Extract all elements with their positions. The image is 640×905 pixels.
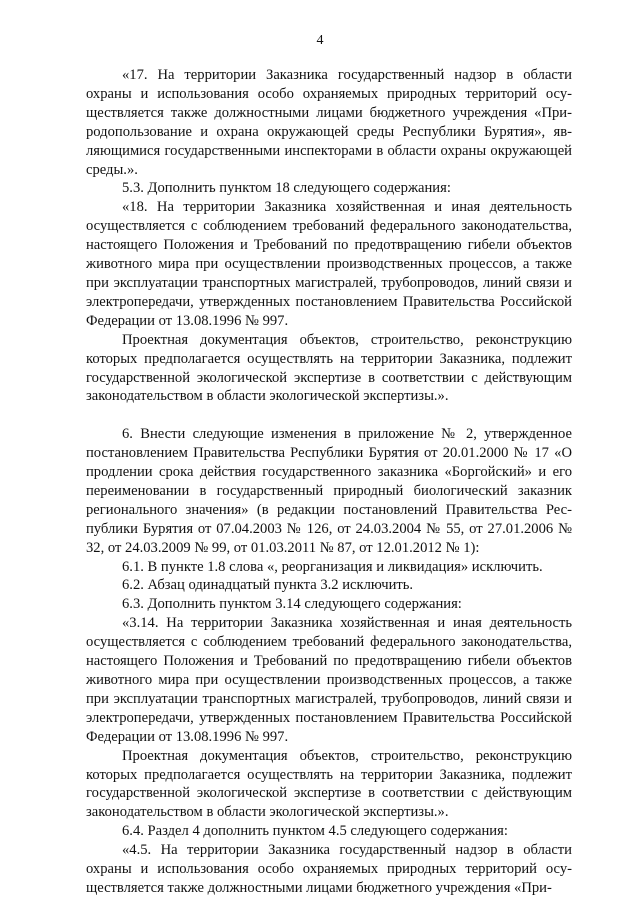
paragraph-project-documentation-2: Проектная документация объектов, строительство, реконструкцию которых предполагается осуществлять на территории Заказника, подлежит государственной экологической экспертизе в соответствии с действующим законодательством в области экологической экспертизы.». [86, 747, 572, 821]
paragraph-6-1: 6.1. В пункте 1.8 слова «, реорганизация и ликвидация» исключить. [122, 558, 543, 575]
paragraph-5-3: 5.3. Дополнить пунктом 18 следующего содержания: [122, 180, 451, 197]
paragraph-clause-3-14: «3.14. На территории Заказника хозяйственная и иная деятельность осуществляется с соблюдением требований федерального законодательства, настоящего Положения и Требований по предотвращению гибели объектов животного мира при осуществлении производственных процессов, а также при эксплуатации транспортных магистралей, трубопроводов, линий связи и электропередачи, утвержденных постановлением Правительства Российской Федерации от 13.08.1996 № 997. [86, 615, 572, 745]
paragraph-spacer [86, 406, 572, 425]
paragraph-6-2: 6.2. Абзац одинадцатый пункта 3.2 исключить. [122, 577, 414, 594]
paragraph-project-documentation: Проектная документация объектов, строительство, реконструкцию которых предполагается осуществлять на территории Заказника, подлежит государственной экологической экспертизе в соответствии с действующим законодательством в области экологической экспертизы.». [86, 331, 572, 405]
paragraph-clause-4-5: «4.5. На территории Заказника государственный надзор в области охраны и использования особо охраняемых природных территорий осуществляется также должностными лицами бюджетного учреждения «При- [86, 842, 572, 896]
document-body [86, 66, 572, 898]
paragraph-clause-17: «17. На территории Заказника государственный надзор в области охраны и использования особо охраняемых природных территорий осуществляется также должностными лицами бюджетного учреждения «Природопользование и охрана окружающей среды Республики Бурятия», являющимися государственными инспекторами в области охраны окружающей среды.». [86, 67, 572, 178]
paragraph-6-4: 6.4. Раздел 4 дополнить пунктом 4.5 следующего содержания: [122, 823, 508, 840]
page-number: 4 [316, 33, 324, 48]
paragraph-clause-18: «18. На территории Заказника хозяйственная и иная деятельность осуществляется с соблюдением требований федерального законодательства, настоящего Положения и Требований по предотвращению гибели объектов животного мира при осуществлении производственных процессов, а также при эксплуатации транспортных магистралей, трубопроводов, линий связи и электропередачи, утвержденных постановлением Правительства Российской Федерации от 13.08.1996 № 997. [86, 199, 572, 329]
paragraph-6: 6. Внести следующие изменения в приложение № 2, утвержденное постановлением Правительства Республики Бурятия от 20.01.2000 № 17 «О продлении срока действия государственного заказника «Боргойский» и его переименовании в государственный природный биологический заказник регионального значения» (в редакции постановлений Правительства Республики Бурятия от 07.04.2003 № 126, от 24.03.2004 № 55, от 27.01.2006 № 32, от 24.03.2009 № 99, от 01.03.2011 № 87, от 12.01.2012 № 1): [86, 426, 572, 556]
paragraph-6-3: 6.3. Дополнить пунктом 3.14 следующего содержания: [122, 596, 462, 613]
